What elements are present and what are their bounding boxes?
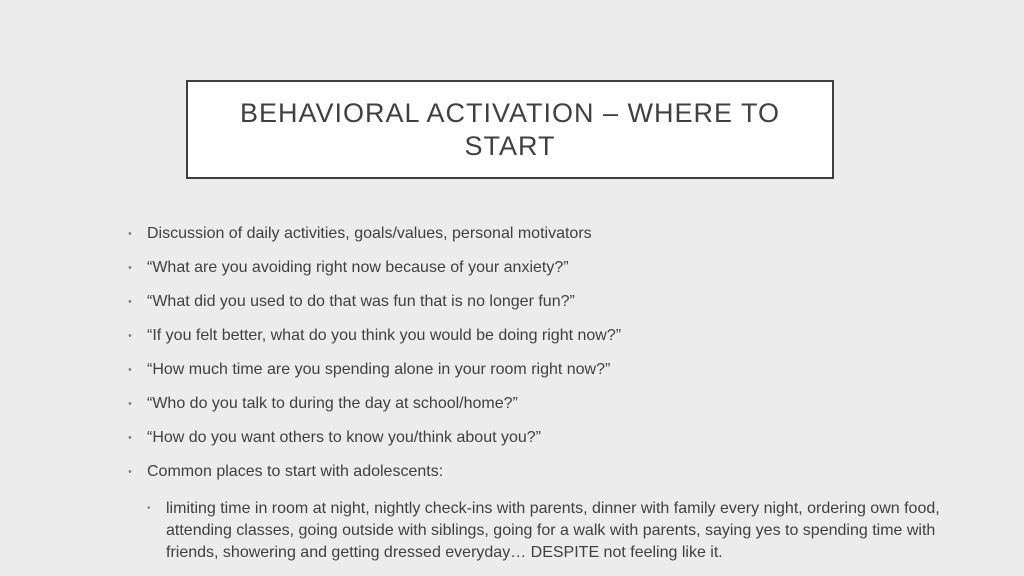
sub-bullet-text: limiting time in room at night, nightly check-ins with parents, dinner with family every night, ordering own food, attending classes, going outside with siblings, going for a walk with parents, saying yes to spending time with friends, showering and getting dressed everyday… DESPITE not feeling like it. [166, 500, 940, 561]
bullet-text: “How do you want others to know you/think about you?” [147, 429, 541, 446]
slide-title: BEHAVIORAL ACTIVATION – WHERE TO START [239, 97, 781, 161]
title-box [186, 80, 834, 179]
bullet-item [128, 462, 968, 496]
bullet-list [128, 224, 968, 496]
bullet-dot-icon: • [128, 398, 132, 410]
sub-bullet-list [147, 498, 957, 564]
bullet-text: “Who do you talk to during the day at school/home?” [147, 395, 518, 412]
bullet-dot-icon: • [128, 364, 132, 376]
bullet-dot-icon: • [128, 228, 132, 240]
sub-bullet-dot-icon: • [147, 503, 151, 514]
bullet-item [128, 258, 968, 292]
bullet-dot-icon: • [128, 296, 132, 308]
sub-bullet-item [147, 498, 957, 564]
bullet-item [128, 326, 968, 360]
bullet-dot-icon: • [128, 466, 132, 478]
bullet-dot-icon: • [128, 330, 132, 342]
bullet-item [128, 292, 968, 326]
bullet-text: Discussion of daily activities, goals/values, personal motivators [147, 225, 592, 242]
bullet-text: “How much time are you spending alone in your room right now?” [147, 361, 611, 378]
bullet-item [128, 394, 968, 428]
bullet-item [128, 224, 968, 258]
bullet-dot-icon: • [128, 432, 132, 444]
bullet-text: “If you felt better, what do you think you would be doing right now?” [147, 327, 622, 344]
bullet-text: “What did you used to do that was fun that is no longer fun?” [147, 293, 575, 310]
bullet-item [128, 428, 968, 462]
bullet-text: “What are you avoiding right now because of your anxiety?” [147, 259, 569, 276]
bullet-item [128, 360, 968, 394]
bullet-dot-icon: • [128, 262, 132, 274]
bullet-text: Common places to start with adolescents: [147, 463, 444, 480]
